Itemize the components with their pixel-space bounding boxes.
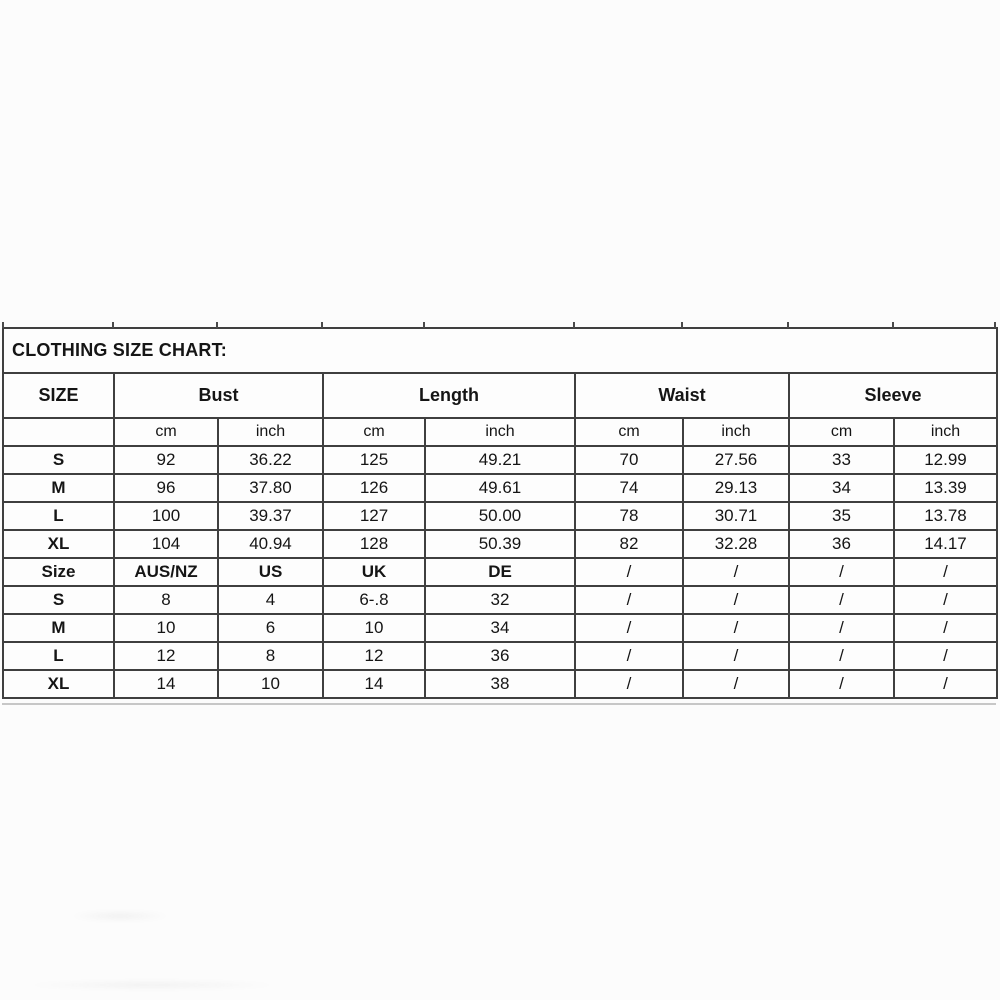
corner-header: SIZE (3, 373, 114, 418)
table-cell: / (575, 670, 683, 698)
table-cell: 12 (323, 642, 425, 670)
table-cell: / (683, 642, 789, 670)
table-cell: 33 (789, 446, 894, 474)
region-header-uk: UK (323, 558, 425, 586)
table-cell: / (894, 642, 997, 670)
table-cell: 30.71 (683, 502, 789, 530)
group-header-row (3, 373, 997, 418)
unit-row (3, 418, 997, 446)
table-cell: 35 (789, 502, 894, 530)
table-cell: 12.99 (894, 446, 997, 474)
table-cell: 8 (114, 586, 218, 614)
unit-label: cm (789, 418, 894, 446)
table-cell: 40.94 (218, 530, 323, 558)
measurement-row-xl (3, 530, 997, 558)
unit-label: inch (425, 418, 575, 446)
table-cell: 34 (425, 614, 575, 642)
table-cell: / (894, 558, 997, 586)
tick-mark (423, 322, 425, 328)
row-label: M (3, 614, 114, 642)
table-cell: 78 (575, 502, 683, 530)
table-cell: / (789, 642, 894, 670)
unit-label: cm (114, 418, 218, 446)
table-cell: 10 (114, 614, 218, 642)
table-cell: 14 (114, 670, 218, 698)
table-cell: / (575, 614, 683, 642)
row-label: M (3, 474, 114, 502)
tick-mark (321, 322, 323, 328)
table-cell: 14.17 (894, 530, 997, 558)
table-cell: 39.37 (218, 502, 323, 530)
tick-mark (112, 322, 114, 328)
table-cell: / (575, 642, 683, 670)
table-cell: 49.21 (425, 446, 575, 474)
group-header-bust: Bust (114, 373, 323, 418)
table-cell: 49.61 (425, 474, 575, 502)
table-cell: / (894, 614, 997, 642)
table-cell: / (789, 558, 894, 586)
tick-mark (2, 322, 4, 328)
row-label: S (3, 586, 114, 614)
table-cell: / (575, 558, 683, 586)
row-label: S (3, 446, 114, 474)
table-cell: / (789, 670, 894, 698)
table-cell: / (683, 586, 789, 614)
conversion-row-s (3, 586, 997, 614)
table-cell: 70 (575, 446, 683, 474)
table-cell: 127 (323, 502, 425, 530)
tick-mark (994, 322, 996, 328)
table-cell: 126 (323, 474, 425, 502)
table-cell: 8 (218, 642, 323, 670)
measurement-row-s (3, 446, 997, 474)
conversion-row-l (3, 642, 997, 670)
table-cell: 92 (114, 446, 218, 474)
table-cell: 14 (323, 670, 425, 698)
measurement-row-l (3, 502, 997, 530)
chart-title: CLOTHING SIZE CHART: (3, 328, 997, 373)
unit-label: cm (575, 418, 683, 446)
conversion-row-m (3, 614, 997, 642)
row-label: L (3, 502, 114, 530)
artifact-smudge (70, 910, 170, 922)
row-label: L (3, 642, 114, 670)
group-header-length: Length (323, 373, 575, 418)
table-cell: 50.00 (425, 502, 575, 530)
table-cell: 82 (575, 530, 683, 558)
tick-mark (216, 322, 218, 328)
table-cell: / (789, 586, 894, 614)
row-label: Size (3, 558, 114, 586)
title-row (3, 328, 997, 373)
table-cell: / (683, 558, 789, 586)
table-cell: 13.39 (894, 474, 997, 502)
unit-label: inch (894, 418, 997, 446)
table-cell: 128 (323, 530, 425, 558)
conversion-row-xl (3, 670, 997, 698)
table-cell: 38 (425, 670, 575, 698)
table-cell: 4 (218, 586, 323, 614)
measurement-row-m (3, 474, 997, 502)
tick-mark (892, 322, 894, 328)
table-cell: 10 (323, 614, 425, 642)
table-cell: 32.28 (683, 530, 789, 558)
table-cell: 32 (425, 586, 575, 614)
table-cell: 100 (114, 502, 218, 530)
unit-label: cm (323, 418, 425, 446)
table-cell: 36.22 (218, 446, 323, 474)
table-cell: / (683, 614, 789, 642)
table-cell: 74 (575, 474, 683, 502)
region-header-de: DE (425, 558, 575, 586)
table-cell: 6-.8 (323, 586, 425, 614)
table-bottom-artifact-line (2, 703, 996, 705)
table-cell: 37.80 (218, 474, 323, 502)
table-cell: 50.39 (425, 530, 575, 558)
table-cell: / (575, 586, 683, 614)
table-cell: 104 (114, 530, 218, 558)
size-chart-table (2, 327, 998, 699)
tick-mark (681, 322, 683, 328)
table-cell: 125 (323, 446, 425, 474)
table-cell: 36 (789, 530, 894, 558)
artifact-smudge (22, 980, 282, 990)
region-header-ausnz: AUS/NZ (114, 558, 218, 586)
table-cell: 96 (114, 474, 218, 502)
table-cell: 27.56 (683, 446, 789, 474)
unit-label: inch (683, 418, 789, 446)
table-cell: / (789, 614, 894, 642)
table-cell: 13.78 (894, 502, 997, 530)
unit-corner-empty (3, 418, 114, 446)
group-header-waist: Waist (575, 373, 789, 418)
table-cell: 34 (789, 474, 894, 502)
table-cell: / (894, 670, 997, 698)
table-cell: 29.13 (683, 474, 789, 502)
table-cell: 36 (425, 642, 575, 670)
region-header-row (3, 558, 997, 586)
group-header-sleeve: Sleeve (789, 373, 997, 418)
unit-label: inch (218, 418, 323, 446)
tick-mark (573, 322, 575, 328)
region-header-us: US (218, 558, 323, 586)
row-label: XL (3, 670, 114, 698)
table-cell: 6 (218, 614, 323, 642)
table-cell: 10 (218, 670, 323, 698)
table-cell: 12 (114, 642, 218, 670)
size-chart (2, 327, 996, 699)
tick-mark (787, 322, 789, 328)
table-cell: / (683, 670, 789, 698)
table-cell: / (894, 586, 997, 614)
row-label: XL (3, 530, 114, 558)
